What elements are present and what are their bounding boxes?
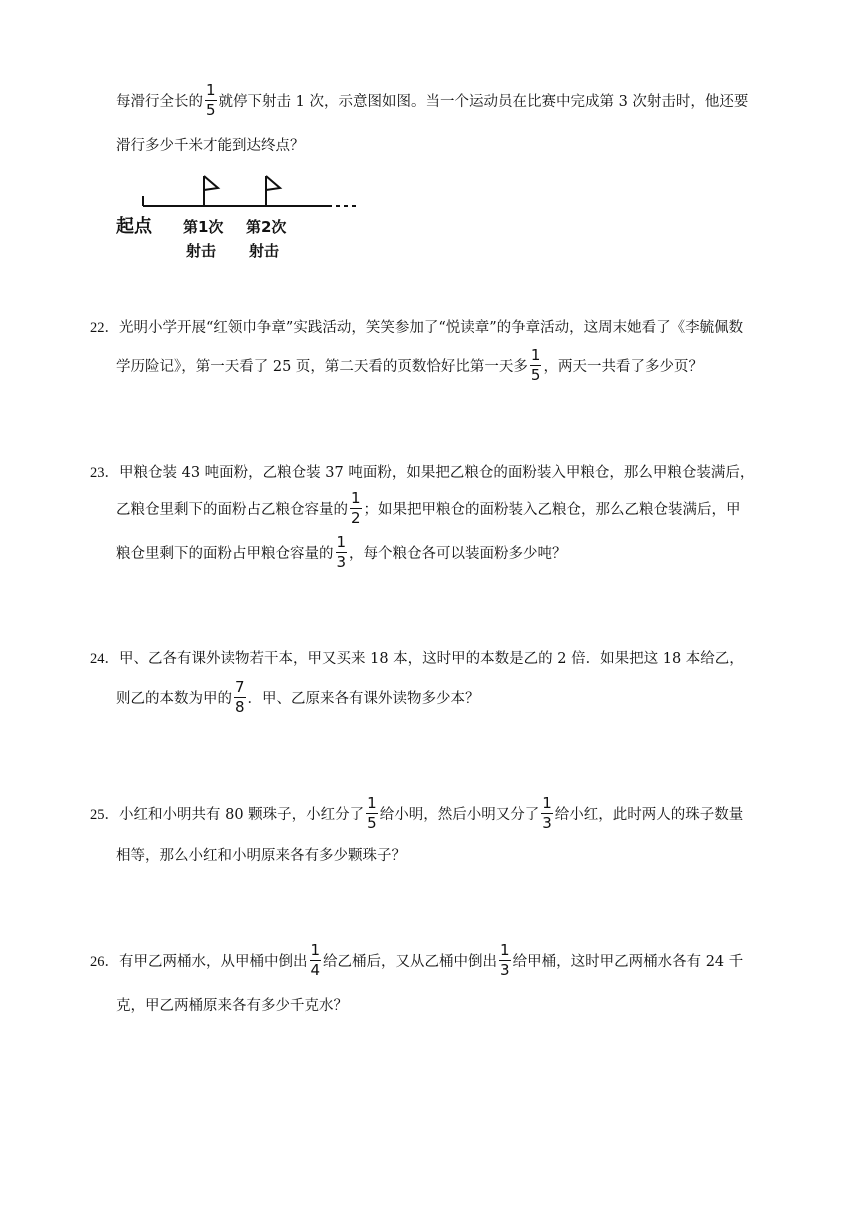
fraction-numerator: 1 [206,80,216,99]
q23-number: 23． [90,464,119,481]
q26-text-c: 给甲桶，这时甲乙两桶水各有 24 千 [512,953,744,970]
fraction-numerator: 1 [336,532,347,551]
q21-text-c: 滑行多少千米才能到达终点？ [116,137,305,154]
flag-icon [204,176,218,206]
q22-text-c: ，两天一共看了多少页？ [543,358,703,375]
fraction-numerator: 1 [351,488,361,507]
q21-text-b: 就停下射击 1 次，示意图如图。当一个运动员在比赛中完成第 3 次射击时，他还要 [218,93,749,110]
fraction-denominator: 3 [542,813,552,832]
fraction-denominator: 3 [336,552,347,571]
q26-number: 26． [90,953,119,970]
q21-line-1 [116,80,749,119]
fraction-denominator: 8 [235,697,245,716]
q22-line-2 [116,345,703,384]
q23-text-c: ；如果把甲粮仓的面粉装入乙粮仓，那么乙粮仓装满后，甲 [363,501,741,518]
fraction-denominator: 3 [500,960,510,979]
q21-fraction [205,80,217,119]
fraction-denominator: 5 [367,813,377,832]
q26-text-b: 给乙桶后，又从乙桶中倒出 [323,953,498,970]
q22-line-1 [90,310,743,342]
q24-number: 24． [90,650,119,667]
q24-text-c: ．甲、乙原来各有课外读物多少本？ [247,690,480,707]
q25-text-d: 相等，那么小红和小明原来各有多少颗珠子？ [116,847,406,864]
fraction-numerator: 1 [310,940,321,959]
q23-fraction-1 [350,488,362,527]
q26-line-2 [116,988,348,1020]
q26-text-d: 克，甲乙两桶原来各有多少千克水？ [116,997,348,1014]
fraction-denominator: 4 [310,960,321,979]
q23-text-d: 粮仓里剩下的面粉占甲粮仓容量的 [116,545,334,562]
fraction-numerator: 1 [367,793,377,812]
q21-text-a: 每滑行全长的 [116,93,203,110]
q26-fraction-2 [499,940,511,979]
q22-text-a: 光明小学开展“红领巾争章”实践活动，笑笑参加了“悦读章”的争章活动，这周末她看了《李毓佩数 [119,319,744,336]
flag-icon [266,176,280,206]
shooting-diagram [110,168,370,264]
q23-text-e: ，每个粮仓各可以装面粉多少吨？ [349,545,567,562]
q22-fraction [530,345,542,384]
q25-line-1 [90,793,744,832]
q21-line-2 [116,128,305,160]
q23-text-a: 甲粮仓装 43 吨面粉，乙粮仓装 37 吨面粉，如果把乙粮仓的面粉装入甲粮仓，那么甲粮仓装满后， [119,464,755,481]
q24-text-b: 则乙的本数为甲的 [116,690,232,707]
q25-text-a: 小红和小明共有 80 颗珠子，小红分了 [119,806,365,823]
shot1-label-top: 第1次 [183,218,224,236]
q24-text-a: 甲、乙各有课外读物若干本，甲又买来 18 本，这时甲的本数是乙的 2 倍．如果把这 18 本给乙， [119,650,744,667]
q26-text-a: 有甲乙两桶水，从甲桶中倒出 [119,953,308,970]
q24-line-2 [116,677,480,716]
shot1-label-bottom: 射击 [186,242,217,260]
fraction-denominator: 5 [530,365,541,384]
q25-number: 25． [90,806,119,823]
q24-line-1 [90,641,744,673]
q22-number: 22． [90,319,119,336]
q23-text-b: 乙粮仓里剩下的面粉占乙粮仓容量的 [116,501,348,518]
q25-line-2 [116,838,406,870]
fraction-denominator: 2 [351,508,361,527]
q23-line-3 [116,532,567,571]
q22-text-b: 学历险记》，第一天看了 25 页，第二天看的页数恰好比第一天多 [116,358,528,375]
shot2-label-bottom: 射击 [249,242,280,260]
q25-text-b: 给小明，然后小明又分了 [379,806,540,823]
fraction-numerator: 1 [530,345,541,364]
q23-line-2 [116,488,741,527]
q23-line-1 [90,455,754,487]
q25-text-c: 给小红，此时两人的珠子数量 [554,806,744,823]
q26-line-1 [90,940,744,979]
fraction-numerator: 1 [542,793,552,812]
fraction-denominator: 5 [206,100,216,119]
shot2-label-top: 第2次 [246,218,287,236]
fraction-numerator: 1 [500,940,510,959]
fraction-numerator: 7 [235,677,245,696]
q24-fraction [234,677,246,716]
q26-fraction-1 [310,940,322,979]
q23-fraction-2 [336,532,348,571]
q25-fraction-1 [366,793,378,832]
start-label: 起点 [116,216,152,237]
q25-fraction-2 [541,793,553,832]
